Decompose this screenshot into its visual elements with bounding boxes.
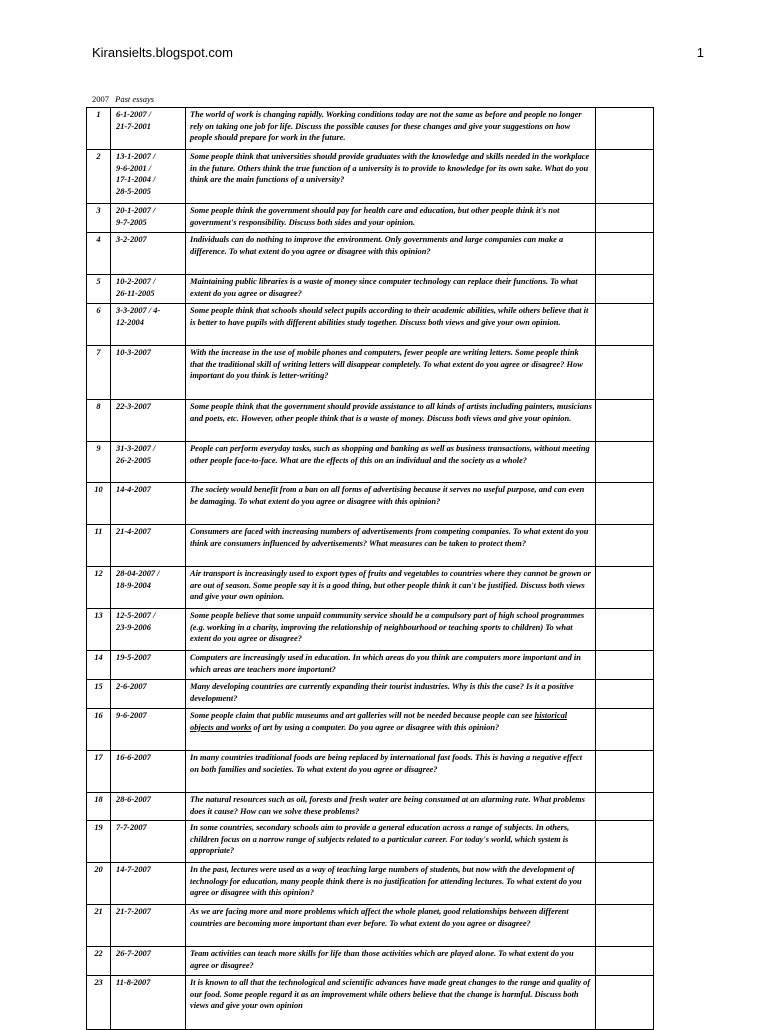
table-row [87, 709, 654, 751]
essay-number: 20 [87, 863, 111, 905]
empty-cell [596, 567, 654, 609]
empty-cell [596, 905, 654, 947]
empty-cell [596, 863, 654, 905]
empty-cell [596, 651, 654, 680]
essay-question: In the past, lectures were used as a way of teaching large numbers of students, but now with the development of technology for education, many people think there is no justification for attending lectures. To what extent do you agree or disagree with this opinion? [186, 863, 596, 905]
essay-number: 13 [87, 609, 111, 651]
essay-number: 7 [87, 346, 111, 400]
essay-date: 22-3-2007 [111, 400, 186, 442]
essay-question: Maintaining public libraries is a waste of money since computer technology can replace their functions. To what extent do you agree or disagree? [186, 275, 596, 304]
empty-cell [596, 400, 654, 442]
essay-date: 16-6-2007 [111, 751, 186, 793]
table-row [87, 947, 654, 976]
empty-cell [596, 108, 654, 150]
essay-question: Some people think that the government should provide assistance to all kinds of artists including painters, musicians and poets, etc. However, other people think that is a waste of money. Discuss both views and give your opinion. [186, 400, 596, 442]
table-row [87, 275, 654, 304]
empty-cell [596, 275, 654, 304]
essay-date: 9-6-2007 [111, 709, 186, 751]
essay-number: 9 [87, 442, 111, 483]
essay-question: Some people think the government should pay for health care and education, but other people think it's not government's responsibility. Discuss both sides and your opinion. [186, 204, 596, 233]
essay-number: 17 [87, 751, 111, 793]
essay-number: 11 [87, 525, 111, 567]
essay-date: 12-5-2007 / 23-9-2006 [111, 609, 186, 651]
caption-label: Past essays [115, 94, 155, 104]
essay-number: 6 [87, 304, 111, 346]
empty-cell [596, 947, 654, 976]
empty-cell [596, 751, 654, 793]
essay-date: 31-3-2007 / 26-2-2005 [111, 442, 186, 483]
essay-date: 13-1-2007 / 9-6-2001 / 17-1-2004 / 28-5-2005 [111, 150, 186, 204]
essay-date: 26-7-2007 [111, 947, 186, 976]
essay-question: The natural resources such as oil, forests and fresh water are being consumed at an alarming rate. What problems does it cause? How can we solve these problems? [186, 793, 596, 821]
essay-question: Individuals can do nothing to improve the environment. Only governments and large companies can make a difference. To what extent do you agree or disagree with this opinion? [186, 233, 596, 275]
essay-question: Some people claim that public museums and art galleries will not be needed because people can see historical objects and works of art by using a computer. Do you agree or disagree with this opinion? [186, 709, 596, 751]
table-row [87, 905, 654, 947]
empty-cell [596, 204, 654, 233]
page-number: 1 [696, 45, 704, 60]
essay-question: In some countries, secondary schools aim to provide a general education across a range of subjects. In others, children focus on a narrow range of subjects related to a particular career. For today's world, which system is appropriate? [186, 821, 596, 863]
empty-cell [596, 821, 654, 863]
essay-question: Some people believe that some unpaid community service should be a compulsory part of high school programmes (e.g. working in a charity, improving the relationship of neighbourhood or teaching sports to children) To what extent do you agree or disagree? [186, 609, 596, 651]
table-row [87, 400, 654, 442]
essay-date: 19-5-2007 [111, 651, 186, 680]
essay-date: 28-6-2007 [111, 793, 186, 821]
table-row [87, 233, 654, 275]
table-row [87, 821, 654, 863]
underlined-phrase: historical objects and works [190, 711, 568, 732]
empty-cell [596, 709, 654, 751]
table-row [87, 304, 654, 346]
table-row [87, 442, 654, 483]
empty-cell [596, 976, 654, 1030]
essay-question: The world of work is changing rapidly. Working conditions today are not the same as before and people no longer rely on taking one job for life. Discuss the possible causes for these changes and give your suggestions on how people should prepare for work in the future. [186, 108, 596, 150]
essay-date: 3-2-2007 [111, 233, 186, 275]
essay-question: Many developing countries are currently expanding their tourist industries. Why is this the case? Is it a positive development? [186, 680, 596, 709]
table-row [87, 793, 654, 821]
essays-table-body [87, 108, 654, 1030]
essay-question: Some people think that schools should select pupils according to their academic abilities, while others believe that it is better to have pupils with different abilities study together. Discuss both views and give your own opinion. [186, 304, 596, 346]
caption-year: 2007 [92, 94, 109, 104]
table-row [87, 863, 654, 905]
table-row [87, 525, 654, 567]
essay-number: 10 [87, 483, 111, 525]
essays-table [86, 107, 654, 1030]
table-row [87, 346, 654, 400]
table-row [87, 976, 654, 1030]
table-row [87, 651, 654, 680]
table-row [87, 751, 654, 793]
essay-number: 4 [87, 233, 111, 275]
table-row [87, 680, 654, 709]
essay-number: 5 [87, 275, 111, 304]
essay-number: 14 [87, 651, 111, 680]
essay-question: Team activities can teach more skills for life than those activities which are played alone. To what extent do you agree or disagree? [186, 947, 596, 976]
page-header [92, 45, 704, 65]
essay-date: 14-4-2007 [111, 483, 186, 525]
essay-question: It is known to all that the technological and scientific advances have made great changes to the range and quality of our food. Some people regard it as an improvement while others believe that the change is harmful. Discuss both views and give your own opinion [186, 976, 596, 1030]
essay-question: As we are facing more and more problems which affect the whole planet, good relationships between different countries are becoming more important than ever before. To what extent do you agree or disagree? [186, 905, 596, 947]
essay-number: 16 [87, 709, 111, 751]
empty-cell [596, 304, 654, 346]
essay-question: Some people think that universities should provide graduates with the knowledge and skills needed in the workplace in the future. Others think the true function of a university is to provide to knowledge for its own sake. What do you think are the main functions of a university? [186, 150, 596, 204]
essay-question: Consumers are faced with increasing numbers of advertisements from competing companies. To what extent do you think are consumers influenced by advertisements? What measures can be taken to protect them? [186, 525, 596, 567]
empty-cell [596, 346, 654, 400]
essay-date: 11-8-2007 [111, 976, 186, 1030]
essay-date: 7-7-2007 [111, 821, 186, 863]
table-row [87, 204, 654, 233]
essay-question: Air transport is increasingly used to export types of fruits and vegetables to countries where they cannot be grown or are out of season. Some people say it is a good thing, but other people think it can't be justified. Discuss both views and give your own opinion. [186, 567, 596, 609]
table-row [87, 483, 654, 525]
empty-cell [596, 793, 654, 821]
table-caption [92, 94, 154, 104]
essay-question: The society would benefit from a ban on all forms of advertising because it serves no useful purpose, and can even be damaging. To what extent do you agree or disagree with this opinion? [186, 483, 596, 525]
essay-number: 12 [87, 567, 111, 609]
essay-number: 1 [87, 108, 111, 150]
essay-date: 14-7-2007 [111, 863, 186, 905]
table-row [87, 609, 654, 651]
site-name: Kiransielts.blogspot.com [92, 45, 233, 60]
table-row [87, 108, 654, 150]
essay-number: 23 [87, 976, 111, 1030]
empty-cell [596, 483, 654, 525]
empty-cell [596, 233, 654, 275]
empty-cell [596, 680, 654, 709]
empty-cell [596, 442, 654, 483]
essay-number: 21 [87, 905, 111, 947]
table-row [87, 567, 654, 609]
essay-date: 10-3-2007 [111, 346, 186, 400]
essay-date: 28-04-2007 / 18-9-2004 [111, 567, 186, 609]
essay-number: 2 [87, 150, 111, 204]
essay-number: 18 [87, 793, 111, 821]
essay-date: 21-4-2007 [111, 525, 186, 567]
essay-number: 22 [87, 947, 111, 976]
empty-cell [596, 150, 654, 204]
essay-number: 8 [87, 400, 111, 442]
essay-question: Computers are increasingly used in education. In which areas do you think are computers more important and in which areas are teachers more important? [186, 651, 596, 680]
essay-date: 21-7-2007 [111, 905, 186, 947]
essay-date: 6-1-2007 / 21-7-2001 [111, 108, 186, 150]
essay-number: 19 [87, 821, 111, 863]
essay-question: People can perform everyday tasks, such as shopping and banking as well as business transactions, without meeting other people face-to-face. What are the effects of this on an individual and the society as a whole? [186, 442, 596, 483]
essay-date: 10-2-2007 / 26-11-2005 [111, 275, 186, 304]
essay-date: 20-1-2007 / 9-7-2005 [111, 204, 186, 233]
essay-question: In many countries traditional foods are being replaced by international fast foods. This is having a negative effect on both families and societies. To what extent do you agree or disagree? [186, 751, 596, 793]
essay-number: 15 [87, 680, 111, 709]
essay-number: 3 [87, 204, 111, 233]
empty-cell [596, 609, 654, 651]
table-row [87, 150, 654, 204]
empty-cell [596, 525, 654, 567]
essay-date: 3-3-2007 / 4- 12-2004 [111, 304, 186, 346]
essay-question: With the increase in the use of mobile phones and computers, fewer people are writing letters. Some people think that the traditional skill of writing letters will disappear completely. To what extent do you agree or disagree? How important do you think is letter-writing? [186, 346, 596, 400]
essay-date: 2-6-2007 [111, 680, 186, 709]
